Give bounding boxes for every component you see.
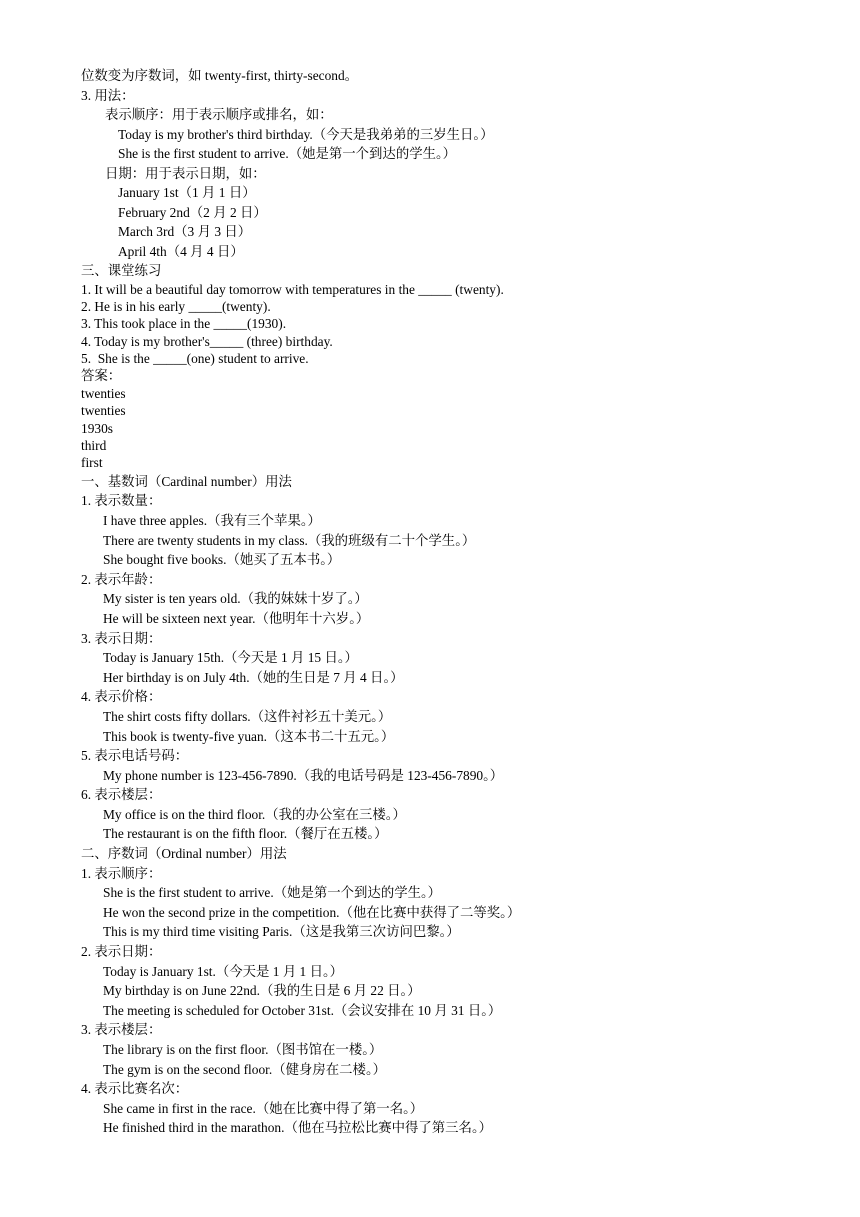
- text-line: She is the first student to arrive.（她是第一个到达的学生。）: [103, 885, 442, 901]
- text-line: 2. 表示日期：: [81, 944, 162, 960]
- text-line: There are twenty students in my class.（我的班级有二十个学生。）: [103, 532, 476, 548]
- text-line: She bought five books.（她买了五本书。）: [103, 552, 341, 568]
- text-line: The restaurant is on the fifth floor.（餐厅在五楼。）: [103, 826, 388, 842]
- text-line: February 2nd（2 月 2 日）: [118, 204, 267, 220]
- text-line: Today is my brother's third birthday.（今天是我弟弟的三岁生日。）: [118, 126, 494, 142]
- document-page: [81, 66, 821, 1138]
- exercise-section: [81, 281, 821, 472]
- text-line: My sister is ten years old.（我的妹妹十岁了。）: [103, 591, 368, 607]
- text-line: 1930s: [81, 420, 113, 436]
- text-line: My phone number is 123-456-7890.（我的电话号码是 123-456-7890。）: [103, 767, 504, 783]
- text-line: He finished third in the marathon.（他在马拉松比赛中得了第三名。）: [103, 1120, 493, 1136]
- text-line: 4. Today is my brother's_____ (three) birthday.: [81, 333, 333, 349]
- text-line: Today is January 15th.（今天是 1 月 15 日。）: [103, 650, 358, 666]
- numeral-usage-section: [81, 472, 821, 1138]
- text-line: She is the first student to arrive.（她是第一个到达的学生。）: [118, 146, 457, 161]
- text-line: 一、基数词（Cardinal number）用法: [81, 473, 292, 489]
- text-line: 日期：用于表示日期，如：: [105, 165, 266, 181]
- text-line: 2. He is in his early _____(twenty).: [81, 298, 271, 314]
- text-line: 1. 表示顺序：: [81, 865, 162, 881]
- text-line: 3. 用法：: [81, 87, 135, 103]
- text-line: This book is twenty-five yuan.（这本书二十五元。）: [103, 728, 395, 744]
- text-line: 5. She is the _____(one) student to arrive.: [81, 351, 309, 367]
- text-line: He won the second prize in the competition.（他在比赛中获得了二等奖。）: [103, 904, 521, 920]
- text-line: Today is January 1st.（今天是 1 月 1 日。）: [103, 963, 344, 979]
- text-line: 5. 表示电话号码：: [81, 748, 189, 764]
- text-line: third: [81, 438, 107, 454]
- text-line: 1. 表示数量：: [81, 493, 162, 509]
- text-line: 二、序数词（Ordinal number）用法: [81, 846, 287, 862]
- text-line: April 4th（4 月 4 日）: [118, 243, 244, 259]
- text-line: 4. 表示价格：: [81, 689, 162, 705]
- text-line: 位数变为序数词，如 twenty-first, thirty-second。: [81, 68, 359, 83]
- text-line: The gym is on the second floor.（健身房在二楼。）: [103, 1061, 387, 1077]
- ordinal-usage-section: [81, 66, 821, 281]
- text-line: 4. 表示比赛名次：: [81, 1081, 189, 1097]
- text-line: 6. 表示楼层：: [81, 787, 162, 803]
- text-line: I have three apples.（我有三个苹果。）: [103, 512, 321, 528]
- text-line: 3. 表示楼层：: [81, 1022, 162, 1038]
- text-line: 答案：: [81, 368, 122, 384]
- text-line: 3. 表示日期：: [81, 630, 162, 646]
- text-line: 2. 表示年龄：: [81, 571, 162, 587]
- text-line: January 1st（1 月 1 日）: [118, 185, 256, 200]
- text-line: 三、课堂练习: [81, 263, 162, 278]
- text-line: My birthday is on June 22nd.（我的生日是 6 月 22 日。）: [103, 983, 421, 999]
- text-line: March 3rd（3 月 3 日）: [118, 224, 252, 239]
- text-line: twenties: [81, 403, 126, 419]
- text-line: She came in first in the race.（她在比赛中得了第一名。）: [103, 1100, 424, 1116]
- text-line: 3. This took place in the _____(1930).: [81, 316, 287, 332]
- text-line: The library is on the first floor.（图书馆在一楼。）: [103, 1042, 383, 1058]
- text-line: He will be sixteen next year.（他明年十六岁。）: [103, 610, 370, 626]
- text-line: The shirt costs fifty dollars.（这件衬衫五十美元。）: [103, 708, 392, 724]
- text-line: This is my third time visiting Paris.（这是我第三次访问巴黎。）: [103, 924, 460, 940]
- text-line: The meeting is scheduled for October 31st.（会议安排在 10 月 31 日。）: [103, 1002, 502, 1018]
- text-line: My office is on the third floor.（我的办公室在三楼。）: [103, 806, 406, 822]
- text-line: 表示顺序：用于表示顺序或排名，如：: [105, 107, 333, 122]
- text-line: first: [81, 455, 103, 471]
- text-line: 1. It will be a beautiful day tomorrow with temperatures in the _____ (twenty).: [81, 281, 504, 297]
- text-line: Her birthday is on July 4th.（她的生日是 7 月 4 日。）: [103, 669, 404, 685]
- text-line: twenties: [81, 385, 126, 401]
